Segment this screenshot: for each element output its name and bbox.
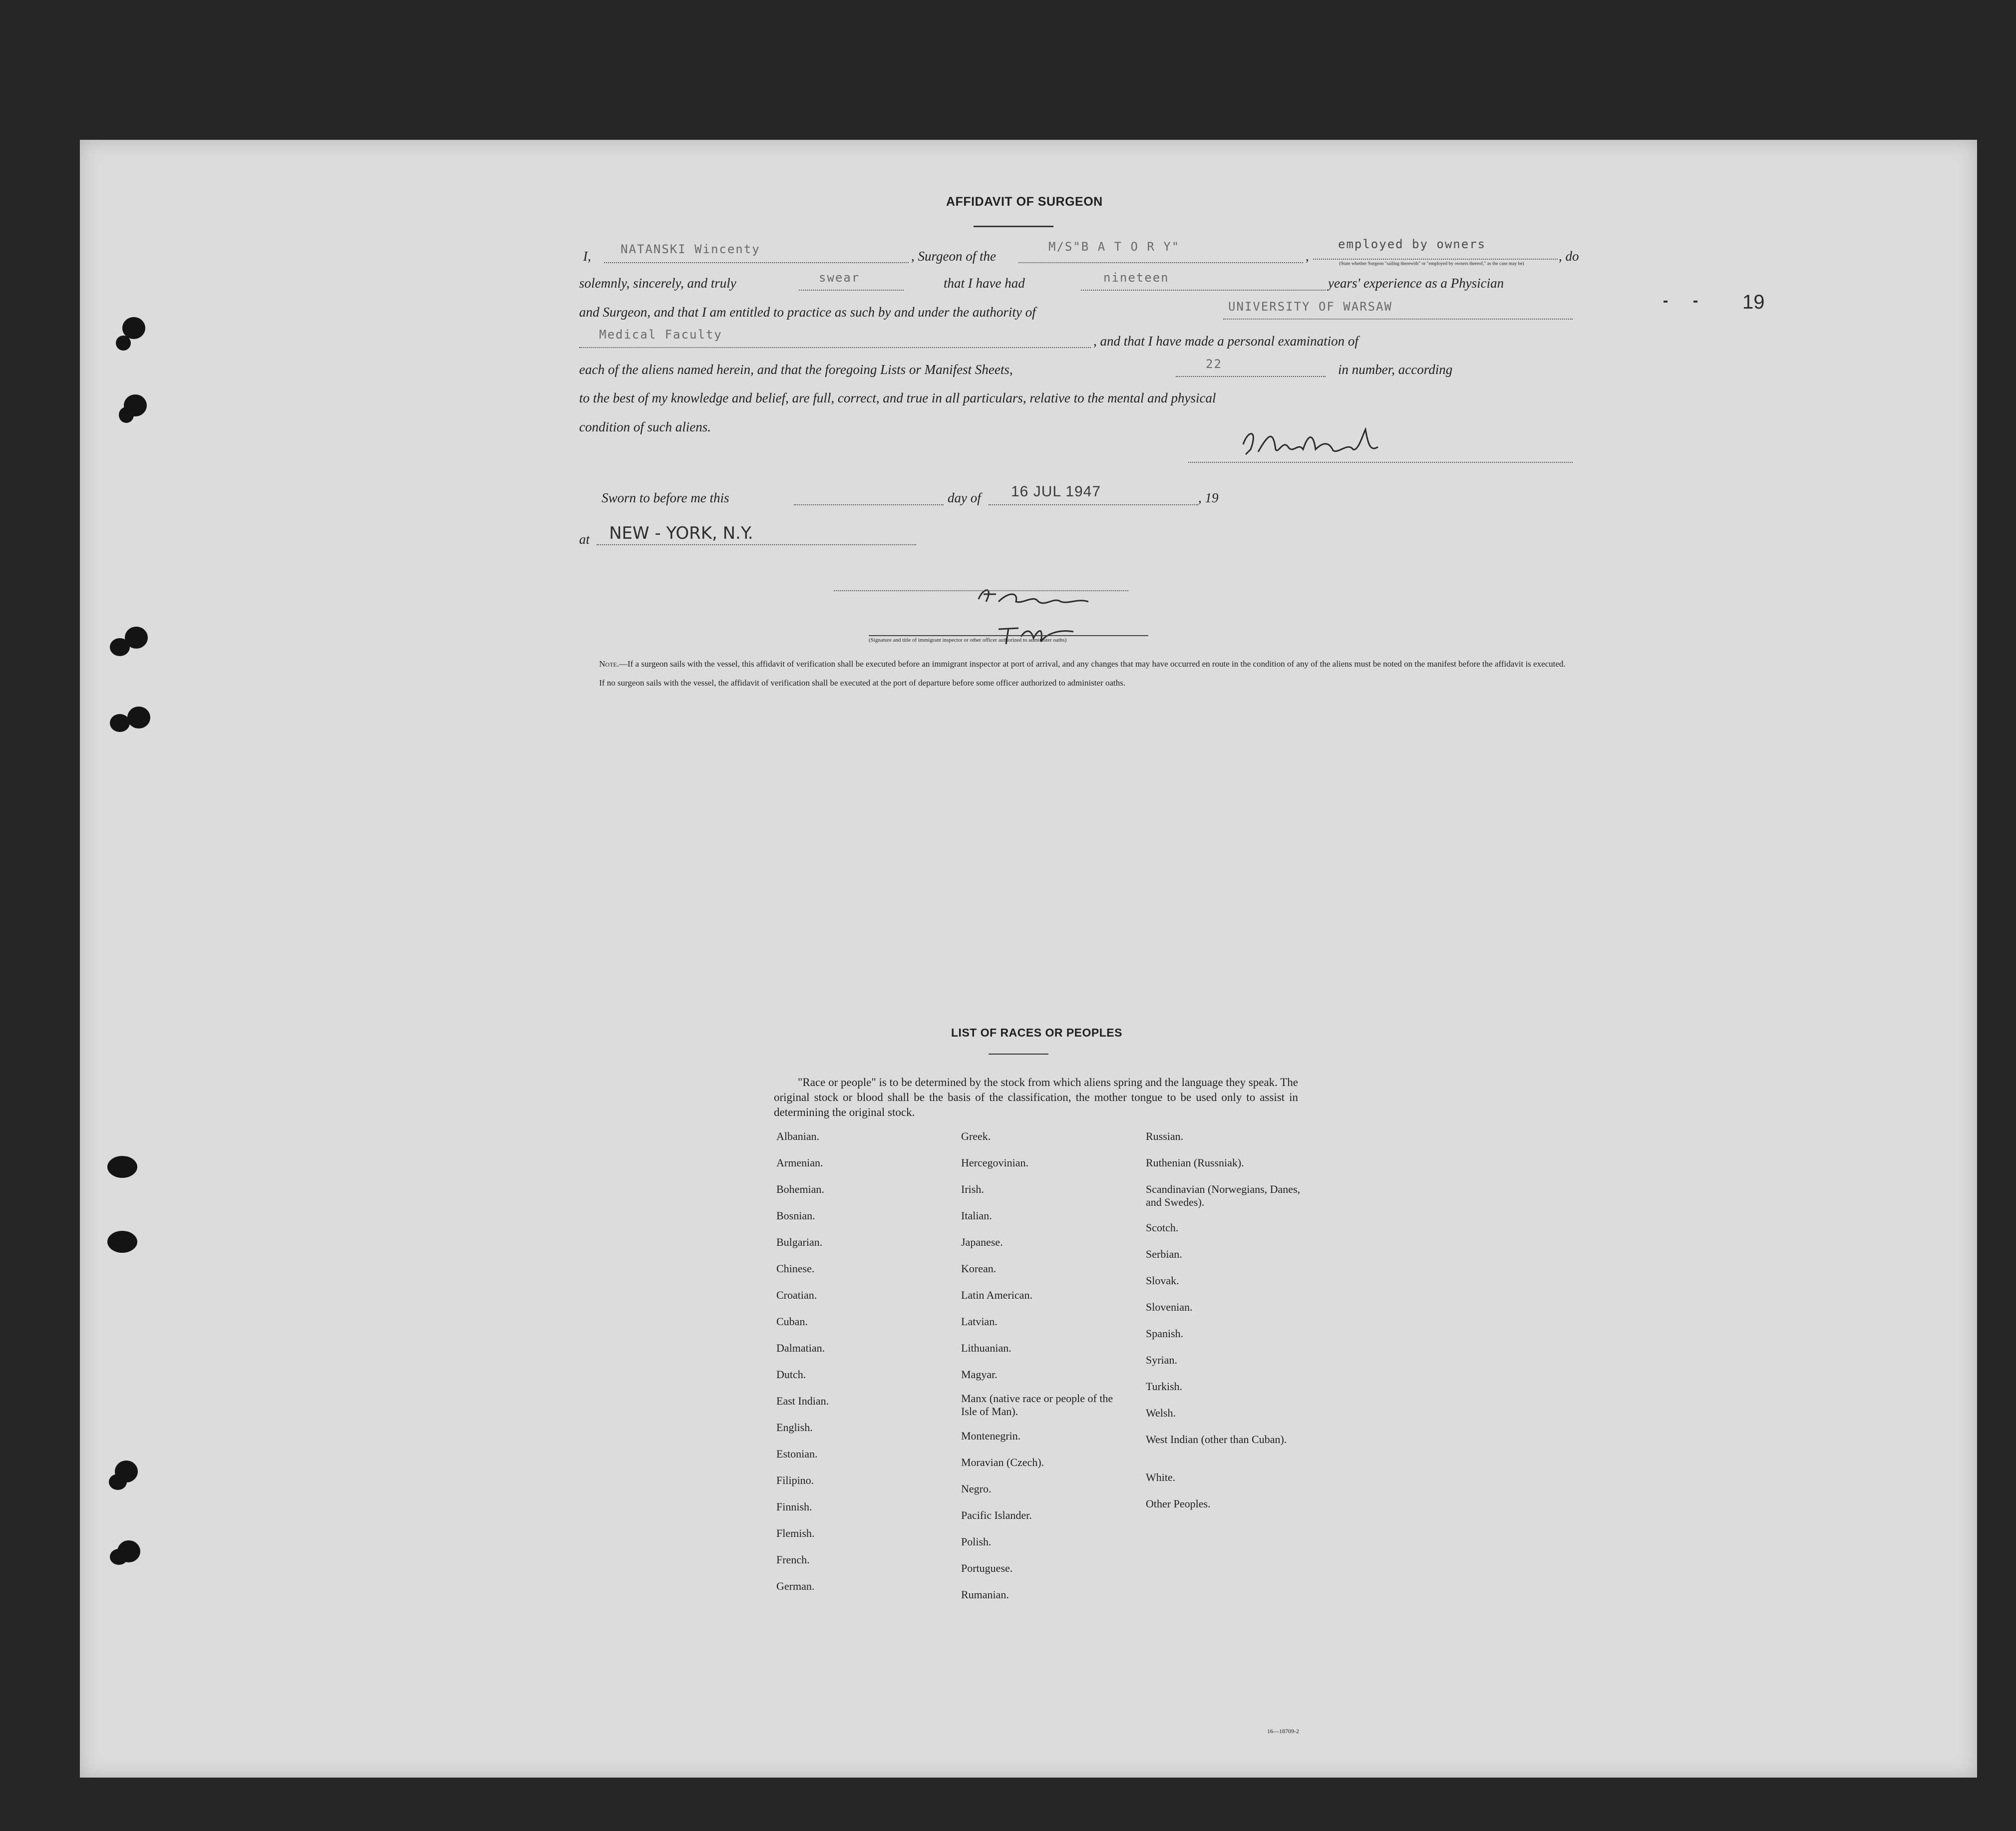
- line1-prefix: I,: [583, 249, 591, 264]
- race-item: Bosnian.: [776, 1209, 815, 1222]
- sheets-value: 22: [1206, 357, 1222, 371]
- race-item: Italian.: [961, 1209, 992, 1222]
- race-item: French.: [776, 1553, 810, 1566]
- race-item: Croatian.: [776, 1289, 817, 1301]
- race-item: Pacific Islander.: [961, 1509, 1032, 1521]
- years-field: [1081, 290, 1326, 291]
- race-item: Greek.: [961, 1130, 991, 1142]
- race-item: Bohemian.: [776, 1183, 824, 1195]
- line1-suffix: , do: [1559, 249, 1579, 264]
- authority-value: UNIVERSITY OF WARSAW: [1228, 300, 1392, 314]
- sworn-date-stamp: 16 JUL 1947: [1011, 483, 1101, 500]
- race-item: Cuban.: [776, 1315, 808, 1328]
- employment-field: [1313, 259, 1558, 260]
- race-item: Estonian.: [776, 1448, 818, 1460]
- affidavit-title: AFFIDAVIT OF SURGEON: [946, 195, 1103, 209]
- officer-caption: (Signature and title of immigrant inspector or other officer authorized to administer oaths): [869, 637, 1067, 643]
- oath-value: swear: [819, 271, 860, 285]
- margin-mark: [1664, 301, 1668, 303]
- at-place: NEW - YORK, N.Y.: [609, 523, 753, 543]
- race-item: Negro.: [961, 1482, 992, 1495]
- race-item: Polish.: [961, 1535, 992, 1548]
- race-item: Bulgarian.: [776, 1236, 823, 1248]
- race-item: Serbian.: [1146, 1248, 1182, 1260]
- race-item: Other Peoples.: [1146, 1497, 1211, 1510]
- employed-by: employed by owners: [1338, 237, 1486, 251]
- race-item: Turkish.: [1146, 1380, 1183, 1393]
- race-item: Scotch.: [1146, 1221, 1179, 1234]
- comma: ,: [1306, 249, 1309, 264]
- race-item: Filipino.: [776, 1474, 814, 1486]
- sworn-day-of: day of: [948, 490, 981, 505]
- form-code: 16—18709-2: [1267, 1728, 1299, 1735]
- race-item: Chinese.: [776, 1262, 815, 1275]
- binder-hole: [127, 707, 150, 729]
- race-item: Dalmatian.: [776, 1342, 825, 1354]
- race-item: White.: [1146, 1471, 1176, 1483]
- binder-hole: [109, 1474, 127, 1490]
- races-title: LIST OF RACES OR PEOPLES: [951, 1026, 1122, 1039]
- race-item: Russian.: [1146, 1130, 1184, 1142]
- race-item: Lithuanian.: [961, 1342, 1011, 1354]
- line5-prefix: each of the aliens named herein, and that the foregoing Lists or Manifest Sheets,: [579, 362, 1013, 377]
- binder-hole: [110, 638, 130, 656]
- note-label: Note.: [599, 659, 619, 669]
- race-item: Armenian.: [776, 1156, 823, 1169]
- line2-suffix: years' experience as a Physician: [1328, 276, 1504, 291]
- officer-title-signature: [979, 614, 1108, 649]
- authority-cont: Medical Faculty: [599, 328, 722, 342]
- binder-hole: [107, 1231, 137, 1253]
- race-item: Korean.: [961, 1262, 997, 1275]
- race-item: Slovenian.: [1146, 1301, 1193, 1313]
- surgeon-name-field: [604, 262, 909, 263]
- line2-prefix: solemnly, sincerely, and truly: [579, 276, 736, 291]
- employment-note: (State whether Surgeon "sailing therewith" or "employed by owners thereof," as the case may be): [1339, 261, 1524, 267]
- years-value: nineteen: [1103, 271, 1169, 285]
- race-item: Hercegovinian.: [961, 1156, 1028, 1169]
- line7: condition of such aliens.: [579, 419, 711, 434]
- line4-suffix: , and that I have made a personal examination of: [1093, 334, 1358, 349]
- race-item: Latvian.: [961, 1315, 998, 1328]
- race-item: Latin American.: [961, 1289, 1032, 1301]
- sworn-prefix: Sworn to before me this: [602, 490, 729, 505]
- line2-mid: that I have had: [944, 276, 1025, 291]
- race-item: Dutch.: [776, 1368, 806, 1381]
- officer-signature: [959, 579, 1128, 614]
- at-place-field: [597, 544, 916, 545]
- authority-cont-field: [579, 347, 1091, 348]
- races-intro: "Race or people" is to be determined by the stock from which aliens spring and the language they speak. The original stock or blood shall be the basis of the classification, the mother tongue to be used only to assist in determining the original stock.: [774, 1076, 1298, 1118]
- race-item: Welsh.: [1146, 1407, 1176, 1419]
- title-underline: [974, 226, 1053, 227]
- surgeon-name: NATANSKI Wincenty: [621, 242, 760, 256]
- officer-title-line: [869, 635, 1148, 636]
- race-item: English.: [776, 1421, 813, 1434]
- race-item: East Indian.: [776, 1395, 829, 1407]
- race-item: Montenegrin.: [961, 1430, 1021, 1442]
- affidavit-note-2: If no surgeon sails with the vessel, the affidavit of verification shall be executed at the port of departure before some officer authorized to administer oaths.: [599, 678, 1126, 688]
- race-item: West Indian (other than Cuban).: [1146, 1433, 1287, 1446]
- officer-signature-line: [834, 590, 1128, 591]
- line6: to the best of my knowledge and belief, are full, correct, and true in all particulars, relative to the mental and physical: [579, 390, 1216, 405]
- binder-hole: [107, 1156, 137, 1178]
- race-item: Rumanian.: [961, 1588, 1009, 1601]
- sheets-field: [1176, 376, 1326, 377]
- race-item: Magyar.: [961, 1368, 998, 1381]
- page-number: 19: [1742, 291, 1765, 313]
- binder-hole: [119, 407, 134, 423]
- race-item: Japanese.: [961, 1236, 1003, 1248]
- at-prefix: at: [579, 532, 590, 547]
- line5-suffix: in number, according: [1338, 362, 1453, 377]
- authority-field: [1223, 319, 1573, 320]
- binder-hole: [110, 1549, 128, 1565]
- vessel-name: M/S"B A T O R Y": [1048, 240, 1180, 254]
- note-text: —If a surgeon sails with the vessel, this affidavit of verification shall be executed before an immigrant inspector at port of arrival, and any changes that may have occurred en route in the condition of any of the aliens must be noted on the manifest before the affidavit is executed.: [619, 659, 1566, 669]
- binder-hole: [110, 714, 130, 732]
- race-item: Moravian (Czech).: [961, 1456, 1044, 1468]
- binder-hole: [116, 336, 131, 351]
- race-item: Flemish.: [776, 1527, 815, 1539]
- race-item: German.: [776, 1580, 815, 1592]
- race-item: Portuguese.: [961, 1562, 1013, 1574]
- surgeon-signature: [1228, 424, 1408, 464]
- vessel-field: [1018, 262, 1303, 263]
- race-item: Albanian.: [776, 1130, 820, 1142]
- race-item: Manx (native race or people of the Isle of Man).: [961, 1392, 1113, 1418]
- race-item: Finnish.: [776, 1500, 812, 1513]
- race-item: Scandinavian (Norwegians, Danes, and Swedes).: [1146, 1183, 1301, 1208]
- sworn-suffix: , 19: [1198, 490, 1219, 505]
- document-page: [80, 140, 1977, 1778]
- margin-mark: [1693, 301, 1697, 303]
- race-item: Syrian.: [1146, 1354, 1177, 1366]
- surgeon-signature-line: [1188, 462, 1573, 463]
- oath-field: [799, 290, 904, 291]
- line3-prefix: and Surgeon, and that I am entitled to practice as such by and under the authority of: [579, 305, 1036, 320]
- race-item: Ruthenian (Russniak).: [1146, 1156, 1244, 1169]
- races-title-underline: [989, 1054, 1048, 1055]
- race-item: Slovak.: [1146, 1274, 1179, 1287]
- sworn-date-field: [989, 504, 1198, 505]
- affidavit-note: [579, 659, 1573, 669]
- line1-mid: , Surgeon of the: [911, 249, 996, 264]
- race-item: Spanish.: [1146, 1327, 1184, 1340]
- race-item: Irish.: [961, 1183, 984, 1195]
- sworn-day-field: [794, 504, 944, 505]
